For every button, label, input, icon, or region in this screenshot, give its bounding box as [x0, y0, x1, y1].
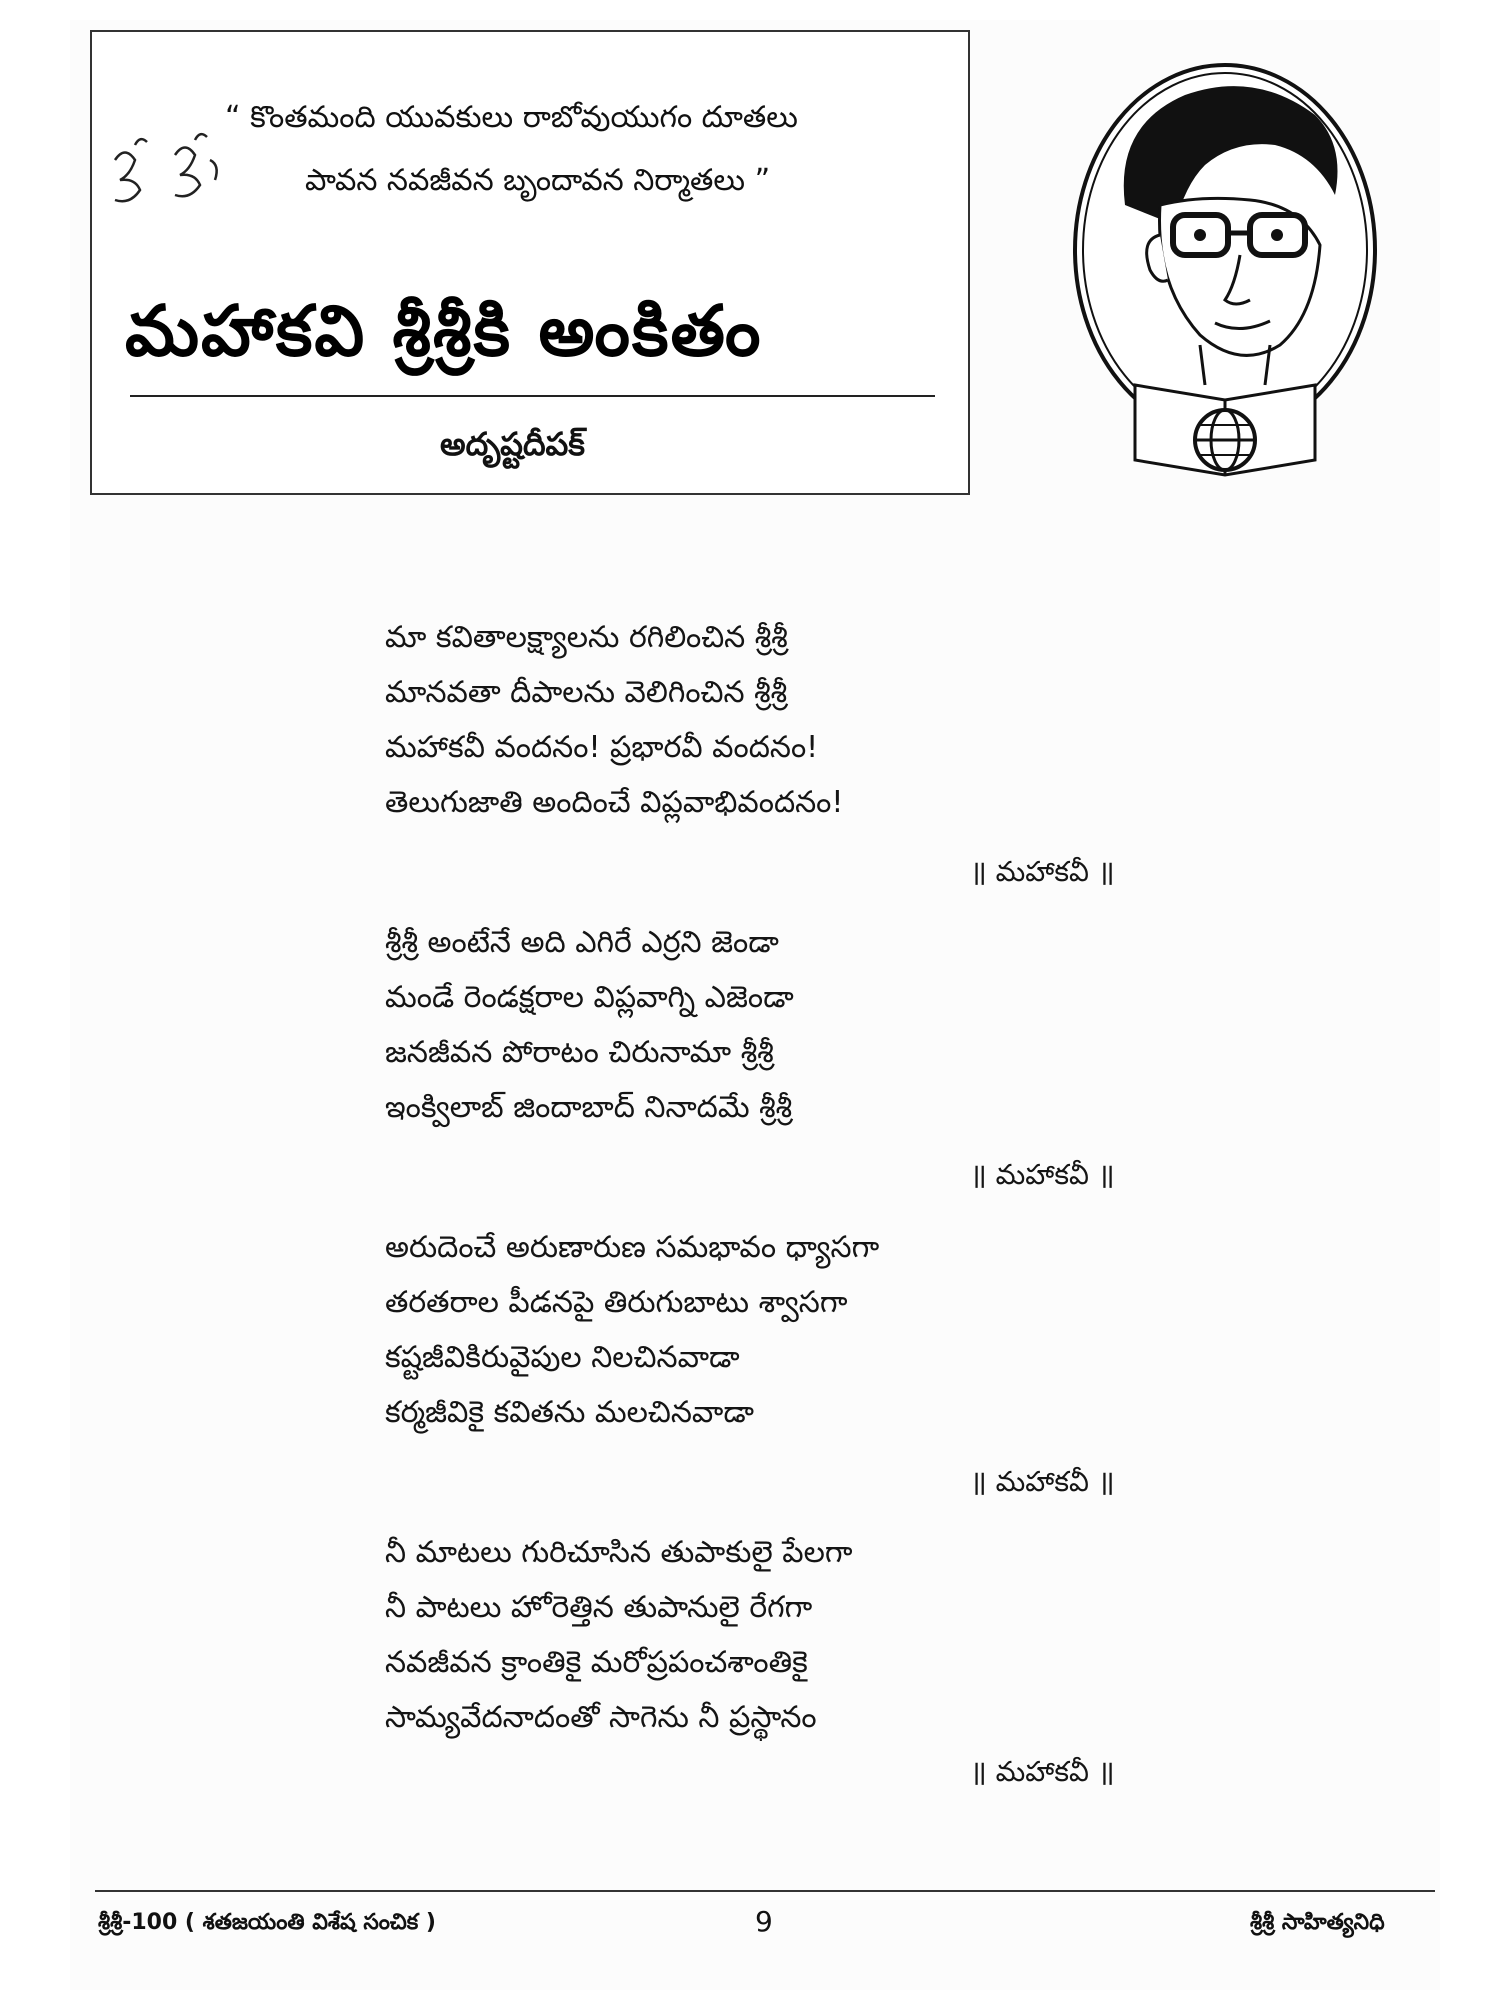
- poem-line: కర్మజీవికై కవితను మలచినవాడా: [385, 1395, 754, 1430]
- poem-line: మా కవితాలక్ష్యాలను రగిలించిన శ్రీశ్రీ: [385, 620, 788, 655]
- poem-line: నవజీవన క్రాంతికై మరోప్రపంచశాంతికై: [385, 1645, 808, 1680]
- poem-line: ఇంక్విలాబ్ జిందాబాద్ నినాదమే శ్రీశ్రీ: [385, 1090, 793, 1125]
- footer-publication-title: శ్రీశ్రీ-100 ( శతజయంతి విశేష సంచిక ): [98, 1910, 436, 1935]
- footer-publisher: శ్రీశ్రీ సాహిత్యనిధి: [1250, 1910, 1385, 1935]
- refrain: ॥ మహాకవీ ॥: [970, 1158, 1115, 1191]
- refrain: ॥ మహాకవీ ॥: [970, 855, 1115, 888]
- poem-line: మానవతా దీపాలను వెలిగించిన శ్రీశ్రీ: [385, 675, 788, 710]
- quote-line-1: “ కొంతమంది యువకులు రాబోవుయుగం దూతలు: [225, 100, 798, 135]
- poem-line: తెలుగుజాతి అందించే విప్లవాభివందనం!: [385, 785, 844, 820]
- poem-line: మహాకవీ వందనం! ప్రభారవీ వందనం!: [385, 730, 819, 765]
- poem-line: సామ్యవేదనాదంతో సాగెను నీ ప్రస్థానం: [385, 1700, 817, 1735]
- refrain: ॥ మహాకవీ ॥: [970, 1465, 1115, 1498]
- poem-line: నీ మాటలు గురిచూసిన తుపాకులై పేలగా: [385, 1535, 853, 1570]
- dedication-title: మహాకవి శ్రీశ్రీకి అంకితం: [125, 290, 763, 372]
- poem-line: కష్టజీవికిరువైపుల నిలచినవాడా: [385, 1340, 740, 1375]
- signature-image: [95, 120, 245, 220]
- page-number: 9: [755, 1905, 773, 1938]
- poem-line: తరతరాల పీడనపై తిరుగుబాటు శ్వాసగా: [385, 1285, 848, 1320]
- poem-line: జనజీవన పోరాటం చిరునామా శ్రీశ్రీ: [385, 1035, 774, 1070]
- title-underline: [130, 395, 935, 397]
- poem-line: మండే రెండక్షరాల విప్లవాగ్ని ఎజెండా: [385, 980, 794, 1015]
- quote-line-2: పావన నవజీవన బృందావన నిర్మాతలు ”: [305, 163, 771, 198]
- refrain: ॥ మహాకవీ ॥: [970, 1755, 1115, 1788]
- author-name: అదృష్టదీపక్: [440, 425, 585, 463]
- poem-line: శ్రీశ్రీ అంటేనే అది ఎగిరే ఎర్రని జెండా: [385, 925, 779, 960]
- poet-portrait-image: [1065, 55, 1385, 495]
- footer-rule: [95, 1890, 1435, 1892]
- poem-line: నీ పాటలు హోరెత్తిన తుపానులై రేగగా: [385, 1590, 813, 1625]
- poem-line: అరుదెంచే అరుణారుణ సమభావం ధ్యాసగా: [385, 1230, 880, 1265]
